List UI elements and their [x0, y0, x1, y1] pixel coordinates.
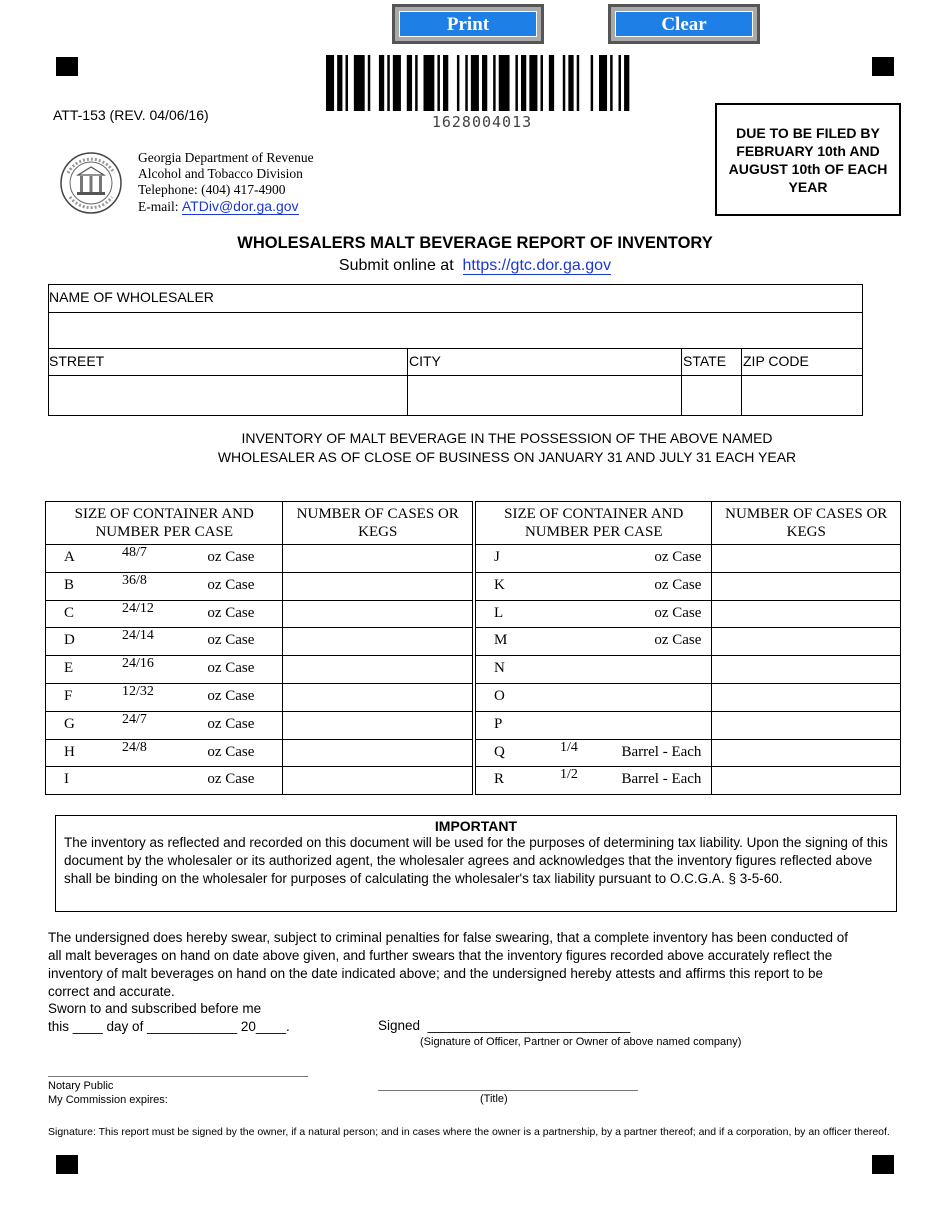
important-box: [55, 815, 897, 912]
page-title: WHOLESALERS MALT BEVERAGE REPORT OF INVENTORY: [237, 234, 713, 252]
inventory-row: [46, 656, 473, 684]
sworn-block: Sworn to and subscribed before me this ____ day of ____________ 20____.: [48, 1001, 290, 1034]
row-letter: H: [64, 743, 75, 760]
container-unit: oz Case: [207, 687, 255, 704]
row-letter: R: [494, 771, 505, 788]
state-field[interactable]: [682, 376, 740, 415]
container-size: 24/16: [122, 656, 154, 672]
cases-input-cell[interactable]: [283, 711, 473, 739]
row-letter: D: [64, 632, 75, 649]
cases-input-cell[interactable]: [712, 628, 901, 656]
street-label: STREET: [49, 353, 105, 369]
state-label: STATE: [683, 353, 727, 369]
container-size-cell: [46, 628, 283, 656]
inventory-row: [46, 739, 473, 767]
container-size: 24/12: [122, 600, 154, 616]
row-letter: K: [494, 576, 505, 593]
zip-field[interactable]: [742, 376, 862, 415]
container-unit: oz Case: [207, 549, 255, 565]
row-letter: M: [494, 632, 508, 649]
inventory-row: [476, 600, 901, 628]
cases-input-cell[interactable]: [712, 545, 901, 573]
container-size-cell: [476, 600, 712, 628]
container-size-cell: [476, 656, 712, 684]
container-size-cell: [46, 711, 283, 739]
georgia-seal-icon: [58, 151, 124, 215]
row-letter: E: [64, 660, 74, 677]
container-size-cell: [46, 600, 283, 628]
oath-text: The undersigned does hereby swear, subject to criminal penalties for false swearing, that a complete inventory has been conducted of all malt beverages on hand on date above given, and further swears that the inventory figures recorded above accurately reflect the inventory of malt beverages on hand on the date indicated above; and the undersigned hereby attests and affirms this report to be correct and accurate.: [48, 930, 848, 999]
row-letter: I: [64, 771, 69, 788]
row-letter: G: [64, 715, 75, 732]
row-letter: J: [494, 549, 500, 565]
inventory-row: [46, 628, 473, 656]
inventory-row: [476, 572, 901, 600]
cases-input-cell[interactable]: [712, 572, 901, 600]
cases-input-cell[interactable]: [283, 767, 473, 795]
cases-input-cell[interactable]: [283, 600, 473, 628]
inventory-row: [46, 711, 473, 739]
container-size-cell: [476, 545, 712, 573]
due-notice: DUE TO BE FILED BY FEBRUARY 10th AND AUGUST 10th OF EACH YEAR: [715, 103, 901, 216]
row-letter: N: [494, 660, 505, 677]
container-unit: Barrel - Each: [621, 743, 702, 760]
size-header: SIZE OF CONTAINER AND NUMBER PER CASE: [46, 502, 283, 545]
agency-telephone: Telephone: (404) 417-4900: [138, 182, 286, 197]
container-unit: oz Case: [207, 660, 255, 677]
registration-mark: [872, 57, 894, 76]
signature-caption: (Signature of Officer, Partner or Owner of above named company): [420, 1036, 742, 1048]
inventory-row: [476, 656, 901, 684]
notary-signature-line[interactable]: [48, 1076, 308, 1077]
container-unit: oz Case: [654, 632, 702, 649]
row-letter: P: [494, 715, 503, 732]
container-unit: oz Case: [207, 576, 255, 593]
inventory-table-right: [475, 501, 901, 795]
cases-input-cell[interactable]: [283, 656, 473, 684]
row-letter: Q: [494, 743, 505, 760]
container-size: 24/7: [122, 711, 147, 727]
container-size-cell: [476, 572, 712, 600]
email-label: E-mail:: [138, 199, 179, 214]
registration-mark: [56, 57, 78, 76]
cases-input-cell[interactable]: [712, 711, 901, 739]
name-label: NAME OF WHOLESALER: [49, 289, 214, 305]
form-id: ATT-153 (REV. 04/06/16): [53, 107, 209, 123]
city-label: CITY: [409, 353, 441, 369]
barcode-number: 1628004013: [431, 113, 533, 131]
inventory-row: [46, 600, 473, 628]
cases-input-cell[interactable]: [712, 739, 901, 767]
signed-line: Signed ___________________________: [378, 1018, 631, 1033]
container-size: 12/32: [122, 683, 154, 699]
container-unit: oz Case: [207, 743, 255, 760]
row-letter: O: [494, 687, 505, 704]
inventory-row: [476, 711, 901, 739]
container-size: 24/8: [122, 739, 147, 755]
title-caption: (Title): [480, 1093, 508, 1105]
row-letter: F: [64, 687, 73, 704]
container-size-cell: [476, 711, 712, 739]
zip-label: ZIP CODE: [743, 353, 809, 369]
row-letter: A: [64, 549, 75, 565]
container-size: 1/4: [560, 739, 578, 755]
container-size-cell: [46, 683, 283, 711]
agency-address: [138, 150, 314, 215]
inventory-row: [46, 767, 473, 795]
container-size: 24/14: [122, 628, 154, 644]
container-size-cell: [46, 656, 283, 684]
container-unit: oz Case: [207, 715, 255, 732]
sworn-date-field[interactable]: this ____ day of ____________ 20____.: [48, 1019, 290, 1034]
registration-mark: [872, 1155, 894, 1174]
agency-division: Alcohol and Tobacco Division: [138, 166, 303, 181]
cases-input-cell[interactable]: [283, 628, 473, 656]
container-size-cell: [46, 572, 283, 600]
row-letter: C: [64, 604, 75, 621]
print-button[interactable]: Print: [392, 4, 544, 44]
submit-url-link[interactable]: https://gtc.dor.ga.gov: [462, 257, 612, 274]
cases-input-cell[interactable]: [283, 739, 473, 767]
name-field[interactable]: [49, 313, 862, 348]
inventory-row: [476, 767, 901, 795]
inventory-table-left: [45, 501, 473, 795]
cases-header: NUMBER OF CASES OR KEGS: [712, 502, 901, 545]
cases-input-cell[interactable]: [712, 683, 901, 711]
registration-mark: [56, 1155, 78, 1174]
row-letter: L: [494, 604, 504, 621]
wholesaler-info-form: [48, 284, 863, 416]
container-unit: oz Case: [207, 632, 255, 649]
city-field[interactable]: [408, 376, 680, 415]
cases-input-cell[interactable]: [712, 656, 901, 684]
container-unit: Barrel - Each: [621, 771, 702, 788]
important-heading: IMPORTANT: [434, 818, 518, 834]
container-unit: oz Case: [207, 771, 255, 788]
cases-input-cell[interactable]: [283, 545, 473, 573]
inventory-row: [476, 739, 901, 767]
agency-name: Georgia Department of Revenue: [138, 150, 314, 165]
container-unit: oz Case: [654, 549, 702, 565]
cases-header: NUMBER OF CASES OR KEGS: [283, 502, 473, 545]
row-letter: B: [64, 576, 75, 593]
container-size-cell: [46, 739, 283, 767]
clear-button[interactable]: Clear: [608, 4, 760, 44]
container-size-cell: [476, 683, 712, 711]
notary-block: Notary Public My Commission expires:: [48, 1080, 168, 1106]
barcode: [326, 55, 638, 111]
title-line[interactable]: [378, 1090, 638, 1091]
container-unit: oz Case: [654, 604, 702, 621]
size-header: SIZE OF CONTAINER AND NUMBER PER CASE: [476, 502, 712, 545]
signature-field[interactable]: ___________________________: [427, 1018, 631, 1033]
container-size-cell: [476, 767, 712, 795]
container-size: 1/2: [560, 767, 578, 783]
container-size: 36/8: [122, 572, 147, 588]
inventory-row: [46, 572, 473, 600]
inventory-row: [476, 628, 901, 656]
container-unit: oz Case: [207, 604, 255, 621]
cases-input-cell[interactable]: [283, 572, 473, 600]
inventory-intro: INVENTORY OF MALT BEVERAGE IN THE POSSESSION OF THE ABOVE NAMED WHOLESALER AS OF CLOSE OF BUSINESS ON JANUARY 31 AND JULY 31 EACH YEAR: [217, 430, 797, 465]
container-size-cell: [46, 545, 283, 573]
container-size: 48/7: [122, 545, 147, 560]
cases-input-cell[interactable]: [283, 683, 473, 711]
street-field[interactable]: [49, 376, 406, 415]
submit-online: Submit online at https://gtc.dor.ga.gov: [338, 257, 612, 274]
inventory-row: [46, 545, 473, 573]
important-text: The inventory as reflected and recorded on this document will be used for the purposes of determining tax liability. Upon the signing of this document by the wholesaler or its authorized agent, the wholesaler agrees and acknowledges that the inventory figures reflected above shall be binding on the wholesaler for purposes of calculating the wholesaler's tax liability pursuant to O.C.G.A. § 3-5-60.: [64, 835, 888, 886]
cases-input-cell[interactable]: [712, 767, 901, 795]
container-size-cell: [476, 739, 712, 767]
container-size-cell: [476, 628, 712, 656]
inventory-row: [476, 545, 901, 573]
inventory-row: [476, 683, 901, 711]
signature-footer-note: Signature: This report must be signed by the owner, if a natural person; and in cases where the owner is a partnership, by a partner thereof; and if a corporation, by an officer thereof.: [48, 1126, 890, 1138]
inventory-row: [46, 683, 473, 711]
container-unit: oz Case: [654, 576, 702, 593]
container-size-cell: [46, 767, 283, 795]
cases-input-cell[interactable]: [712, 600, 901, 628]
email-link[interactable]: ATDiv@dor.ga.gov: [181, 198, 299, 214]
